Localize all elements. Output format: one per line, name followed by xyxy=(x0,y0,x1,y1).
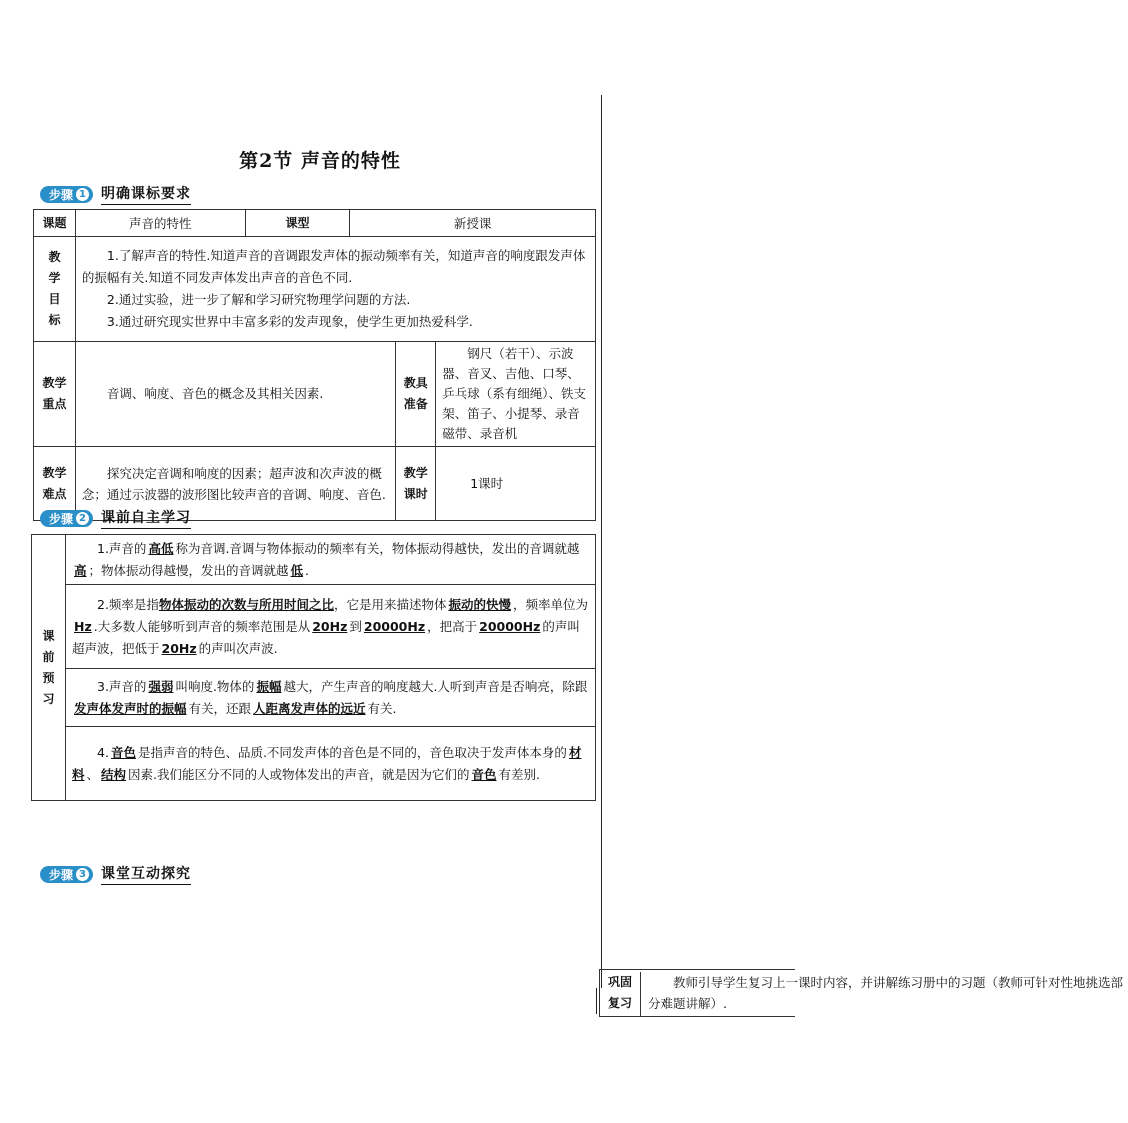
text: 因素.我们能区分不同的人或物体发出的声音，就是因为它们的 xyxy=(128,766,470,782)
step1-title: 明确课标要求 xyxy=(101,183,191,205)
key-label-line: 重点 xyxy=(42,397,67,411)
text: 3.声音的 xyxy=(97,678,147,694)
answer-blank: 20Hz xyxy=(161,640,197,656)
side-label-char: 前 xyxy=(42,649,55,664)
step3-number: 3 xyxy=(76,868,89,881)
diff-label-line: 教学 xyxy=(42,465,67,480)
text: 的声叫超声波，把低于 xyxy=(72,618,580,656)
side-divider xyxy=(596,988,597,1014)
answer-blank: 振幅 xyxy=(256,678,282,694)
table-row xyxy=(32,669,596,727)
goal-label xyxy=(34,237,76,342)
side-label-char: 习 xyxy=(42,691,55,706)
text: 叫响度.物体的 xyxy=(175,678,255,694)
step3-badge-label: 步骤 xyxy=(49,867,74,882)
side-label-char: 预 xyxy=(42,670,55,685)
lesson-info-table xyxy=(33,209,596,521)
answer-blank: 音色 xyxy=(471,766,497,782)
preview-item-3 xyxy=(66,669,596,727)
goal-label-char: 教 xyxy=(48,250,61,264)
hours-value: 1课时 xyxy=(436,447,596,521)
tools-label xyxy=(396,342,436,447)
diff-label-line: 难点 xyxy=(42,486,67,501)
step2-badge xyxy=(40,510,93,527)
tools-label-line: 教具 xyxy=(403,376,428,390)
column-divider xyxy=(601,95,602,988)
goal-1: 1.了解声音的特性.知道声音的音调跟发声体的振动频率有关，知道声音的响度跟发声体的振幅有关.知道不同发声体发出声音的音色不同. xyxy=(81,248,586,285)
key-label-line: 教学 xyxy=(42,376,67,390)
preview-side-label xyxy=(32,535,66,801)
goal-label-char: 标 xyxy=(48,313,61,327)
step1-header xyxy=(40,185,191,203)
table-row xyxy=(32,585,596,669)
answer-blank: 20Hz xyxy=(312,618,348,634)
step1-badge-label: 步骤 xyxy=(49,187,74,202)
keti-value: 声音的特性 xyxy=(75,210,245,237)
step1-number: 1 xyxy=(76,188,89,201)
text: 有关，还跟 xyxy=(188,700,252,716)
text: 到 xyxy=(349,618,362,634)
text: ，频率单位为 xyxy=(512,596,588,612)
page-title: 第2节 声音的特性 xyxy=(239,150,401,172)
goal-3: 3.通过研究现实世界中丰富多彩的发声现象，使学生更加热爱科学. xyxy=(106,314,473,329)
goal-label-char: 学 xyxy=(48,271,61,285)
step2-number: 2 xyxy=(76,512,89,525)
review-label-line: 复习 xyxy=(607,996,632,1010)
text: ；物体振动得越慢，发出的音调就越 xyxy=(88,562,289,578)
text: .大多数人能够听到声音的频率范围是从 xyxy=(93,618,311,634)
text: 的声叫次声波. xyxy=(198,640,278,656)
table-row xyxy=(34,210,596,237)
preview-item-2 xyxy=(66,585,596,669)
text: 1.声音的 xyxy=(97,540,147,556)
answer-blank: 强弱 xyxy=(148,678,174,694)
kexing-label: 课型 xyxy=(245,210,350,237)
answer-blank: 发声体发声时的振幅 xyxy=(74,700,187,716)
side-label-char: 课 xyxy=(42,628,55,643)
answer-blank: 高低 xyxy=(148,540,174,556)
review-text: 教师引导学生复习上一课时内容，并讲解练习册中的习题（教师可针对性地挑选部分难题讲解）. xyxy=(648,975,1124,1011)
answer-blank: 高 xyxy=(74,562,87,578)
step2-header xyxy=(40,509,191,527)
answer-blank: 20000Hz xyxy=(479,618,541,634)
hours-label-line: 教学 xyxy=(403,465,428,480)
step3-header xyxy=(40,865,191,883)
answer-blank: 材料 xyxy=(72,744,582,782)
kexing-value: 新授课 xyxy=(350,210,596,237)
step3-title: 课堂互动探究 xyxy=(101,863,191,885)
preview-table xyxy=(31,534,596,801)
text: 、 xyxy=(86,766,100,782)
tools-value: 钢尺（若干）、示波器、音叉、吉他、口琴、乒乓球（系有细绳）、铁支架、笛子、小提琴、录音磁带、录音机 xyxy=(436,342,596,447)
answer-blank: 音色 xyxy=(110,744,136,760)
goal-label-char: 目 xyxy=(48,292,61,306)
answer-blank: 物体振动的次数与所用时间之比 xyxy=(158,596,334,612)
text: 2.频率是指 xyxy=(97,596,159,612)
text: ，它是用来描述物体 xyxy=(333,596,447,612)
review-box xyxy=(599,969,1124,1017)
step1-badge xyxy=(40,186,93,203)
goal-2: 2.通过实验，进一步了解和学习研究物理学问题的方法. xyxy=(106,292,411,307)
text: 有差别. xyxy=(498,766,541,782)
text: 4. xyxy=(97,744,109,760)
text: . xyxy=(305,562,310,578)
step3-badge xyxy=(40,866,93,883)
step2-badge-label: 步骤 xyxy=(49,511,74,526)
text: 越大，产生声音的响度越大.人听到声音是否响亮，除跟 xyxy=(283,678,588,694)
text: 是指声音的特色、品质.不同发声体的音色是不同的，音色取决于发声体本身的 xyxy=(137,744,567,760)
answer-blank: 人距离发声体的远近 xyxy=(253,700,366,716)
table-row xyxy=(32,535,596,585)
table-row xyxy=(34,237,596,342)
diff-value: 探究决定音调和响度的因素；超声波和次声波的概念；通过示波器的波形图比较声音的音调、响度、音色. xyxy=(75,447,395,521)
key-value: 音调、响度、音色的概念及其相关因素. xyxy=(75,342,395,447)
review-label-line: 巩固 xyxy=(607,975,632,989)
goals-cell xyxy=(75,237,595,342)
tools-label-line: 准备 xyxy=(403,397,428,411)
answer-blank: 结构 xyxy=(101,766,127,782)
review-label xyxy=(600,972,641,1016)
text: 称为音调.音调与物体振动的频率有关，物体振动得越快，发出的音调就越 xyxy=(175,540,580,556)
answer-blank: 20000Hz xyxy=(363,618,426,634)
answer-blank: 振动的快慢 xyxy=(448,596,511,612)
hours-label-line: 课时 xyxy=(403,486,428,501)
table-row xyxy=(34,342,596,447)
key-label xyxy=(34,342,76,447)
preview-item-4 xyxy=(66,727,596,801)
preview-item-1 xyxy=(66,535,596,585)
answer-blank: 低 xyxy=(290,562,304,578)
answer-blank: Hz xyxy=(74,618,92,634)
text: ，把高于 xyxy=(427,618,478,634)
step2-title: 课前自主学习 xyxy=(101,507,191,529)
keti-label: 课题 xyxy=(34,210,76,237)
text: 有关. xyxy=(367,700,397,716)
table-row xyxy=(32,727,596,801)
hours-label xyxy=(396,447,436,521)
